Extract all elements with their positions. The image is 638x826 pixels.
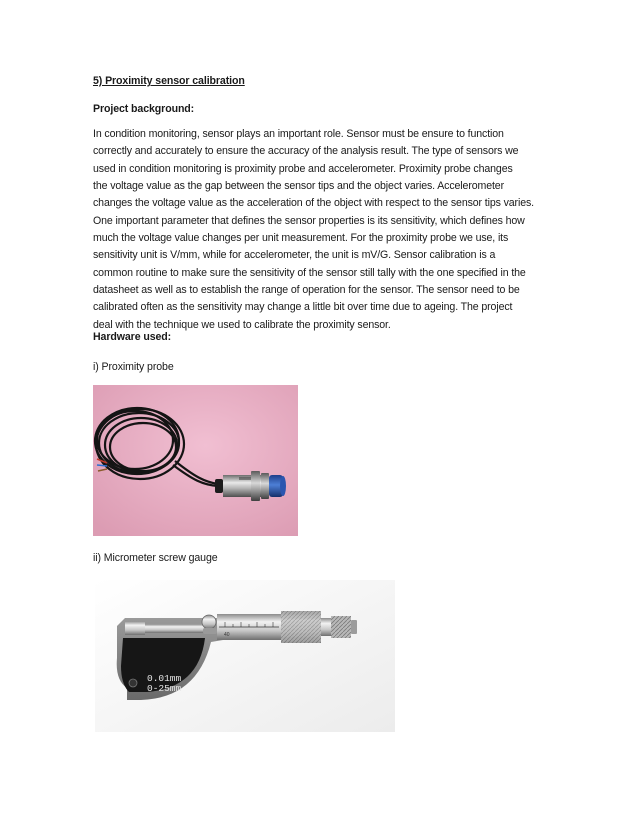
micrometer-range-text: 0-25mm bbox=[147, 683, 182, 694]
paragraph-line: common routine to make sure the sensitivity of the sensor still tally with the one specified in the bbox=[93, 266, 526, 279]
paragraph-line: deal with the technique we used to calibrate the proximity sensor. bbox=[93, 318, 391, 331]
paragraph-line: much the voltage value changes per unit measurement. For the proximity probe we use, its bbox=[93, 232, 509, 245]
paragraph-line: used in condition monitoring is proximity probe and accelerometer. Proximity probe changes bbox=[93, 162, 513, 175]
micrometer-photo bbox=[95, 580, 395, 732]
paragraph-line: datasheet as well as to establish the range of operation for the sensor. The sensor need to be bbox=[93, 284, 520, 297]
background-heading: Project background: bbox=[93, 103, 195, 115]
background-paragraph bbox=[93, 126, 553, 334]
proximity-probe-image bbox=[93, 385, 298, 536]
proximity-probe-photo bbox=[93, 385, 298, 536]
micrometer-resolution-text: 0.01mm bbox=[147, 673, 182, 684]
paragraph-line: One important parameter that defines the sensor properties is its sensitivity, which defines how bbox=[93, 214, 525, 227]
paragraph-line: calibrated often as the sensitivity may change a little bit over time due to ageing. The project bbox=[93, 301, 513, 314]
paragraph-line: the voltage value as the gap between the sensor tips and the object varies. Accelerometer bbox=[93, 180, 504, 193]
proximity-probe-label: i) Proximity probe bbox=[93, 361, 174, 373]
paragraph-line: sensitivity unit is V/mm, while for accelerometer, the unit is mV/G. Sensor calibration is a bbox=[93, 249, 496, 262]
thimble-scale-text: 40 bbox=[224, 632, 230, 638]
paragraph-line: In condition monitoring, sensor plays an important role. Sensor must be ensure to function bbox=[93, 128, 504, 140]
paragraph-line: changes the voltage value as the acceleration of the object with respect to the sensor tips varies. bbox=[93, 197, 534, 210]
micrometer-image bbox=[95, 580, 395, 732]
section-title: 5) Proximity sensor calibration bbox=[93, 75, 245, 87]
paragraph-line: correctly and accurately to ensure the accuracy of the analysis result. The type of sensors we bbox=[93, 145, 519, 158]
micrometer-label: ii) Micrometer screw gauge bbox=[93, 552, 218, 564]
hardware-heading: Hardware used: bbox=[93, 331, 172, 343]
